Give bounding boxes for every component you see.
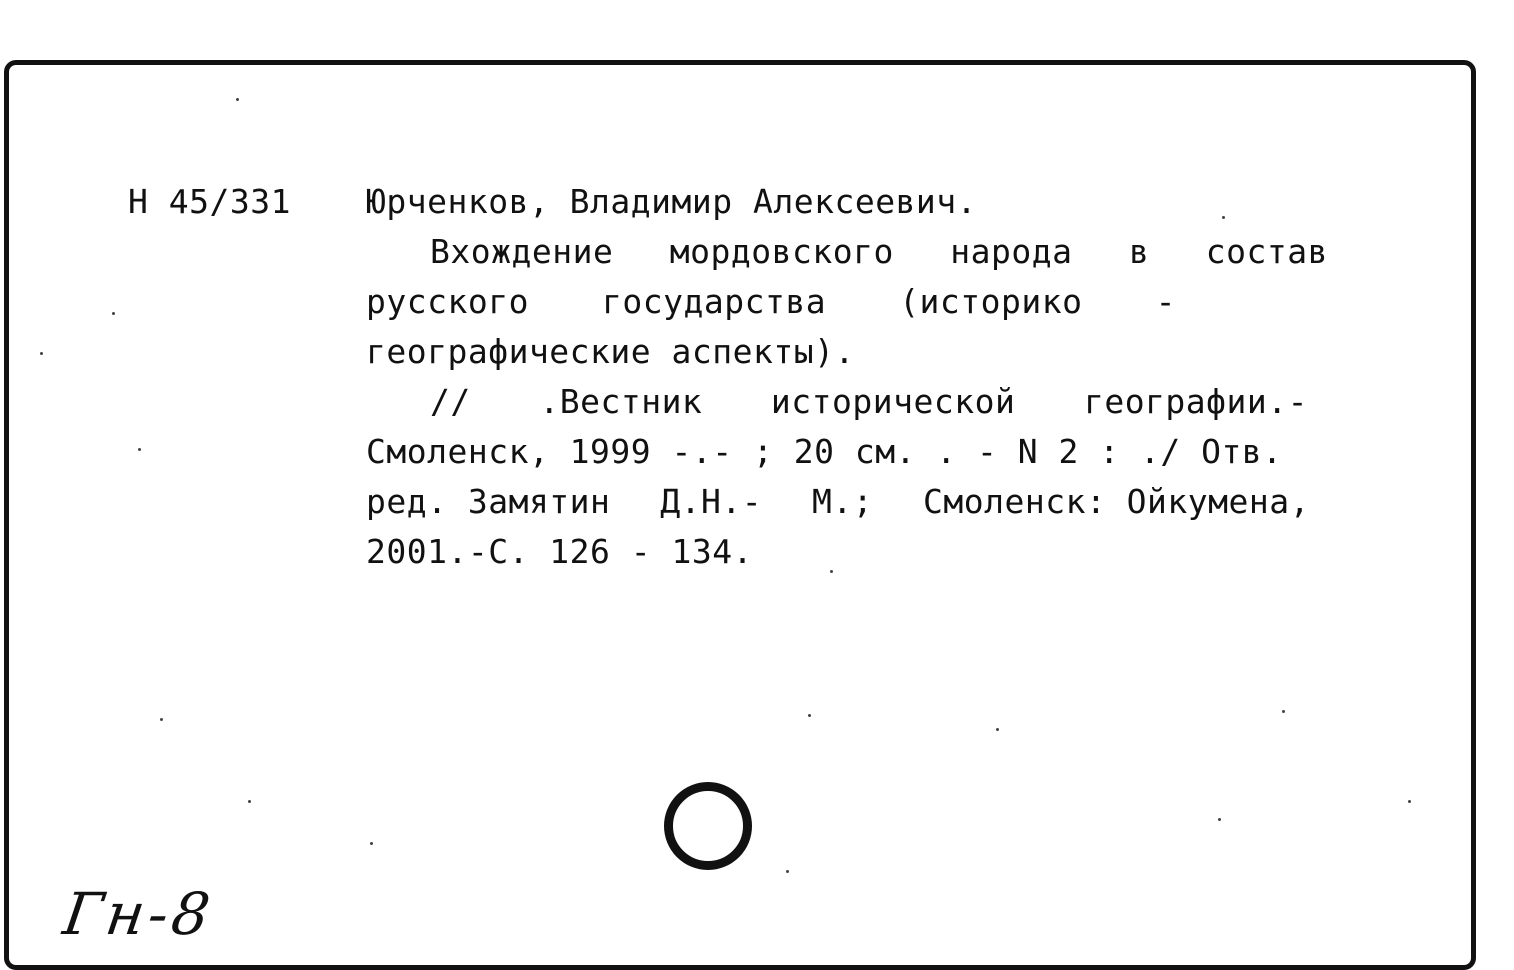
scan-speck (248, 800, 251, 803)
source-line-2: Смоленск, 1999 -.- ; 20 см. . - N 2 : ./ Отв. (366, 432, 1283, 471)
title-word: в (1128, 232, 1150, 271)
scan-speck (160, 718, 163, 721)
source-word: географии.- (1083, 382, 1308, 421)
scan-speck (786, 870, 789, 873)
source-word: Д.Н.- (660, 482, 763, 521)
scan-speck (808, 714, 811, 717)
scan-speck (112, 312, 115, 315)
source-line-1 (430, 382, 1308, 421)
scan-speck (236, 98, 239, 101)
title-line-3: географические аспекты). (366, 332, 855, 371)
card-punch-hole (664, 782, 752, 870)
title-word: (историко (899, 282, 1083, 321)
handwritten-note: Гн-8 (59, 880, 218, 948)
title-line-1 (430, 232, 1328, 271)
source-word: ред. Замятин (366, 482, 611, 521)
scan-speck (1282, 710, 1285, 713)
scan-speck (996, 728, 999, 731)
scan-speck (370, 842, 373, 845)
title-word: состав (1205, 232, 1328, 271)
title-word: мордовского (669, 232, 894, 271)
scan-speck (40, 352, 43, 355)
scan-speck (1222, 216, 1225, 219)
shelfmark: Н 45/331 (128, 182, 291, 221)
source-line-4: 2001.-С. 126 - 134. (366, 532, 753, 571)
source-word: Смоленск: Ойкумена, (923, 482, 1310, 521)
scan-speck (830, 570, 833, 573)
title-word: государства (602, 282, 827, 321)
title-word: русского (366, 282, 529, 321)
source-word: М.; (812, 482, 874, 521)
title-line-2 (366, 282, 1176, 321)
scan-speck (138, 448, 141, 451)
source-line-3 (366, 482, 1310, 521)
source-word: исторической (770, 382, 1016, 421)
title-word: народа (950, 232, 1073, 271)
source-word: // (430, 382, 471, 421)
scan-speck (1218, 818, 1221, 821)
source-word: .Вестник (539, 382, 703, 421)
title-word: Вхождение (430, 232, 614, 271)
scan-speck (1408, 800, 1411, 803)
title-word: - (1155, 282, 1176, 321)
author-line: Юрченков, Владимир Алексеевич. (366, 182, 978, 221)
